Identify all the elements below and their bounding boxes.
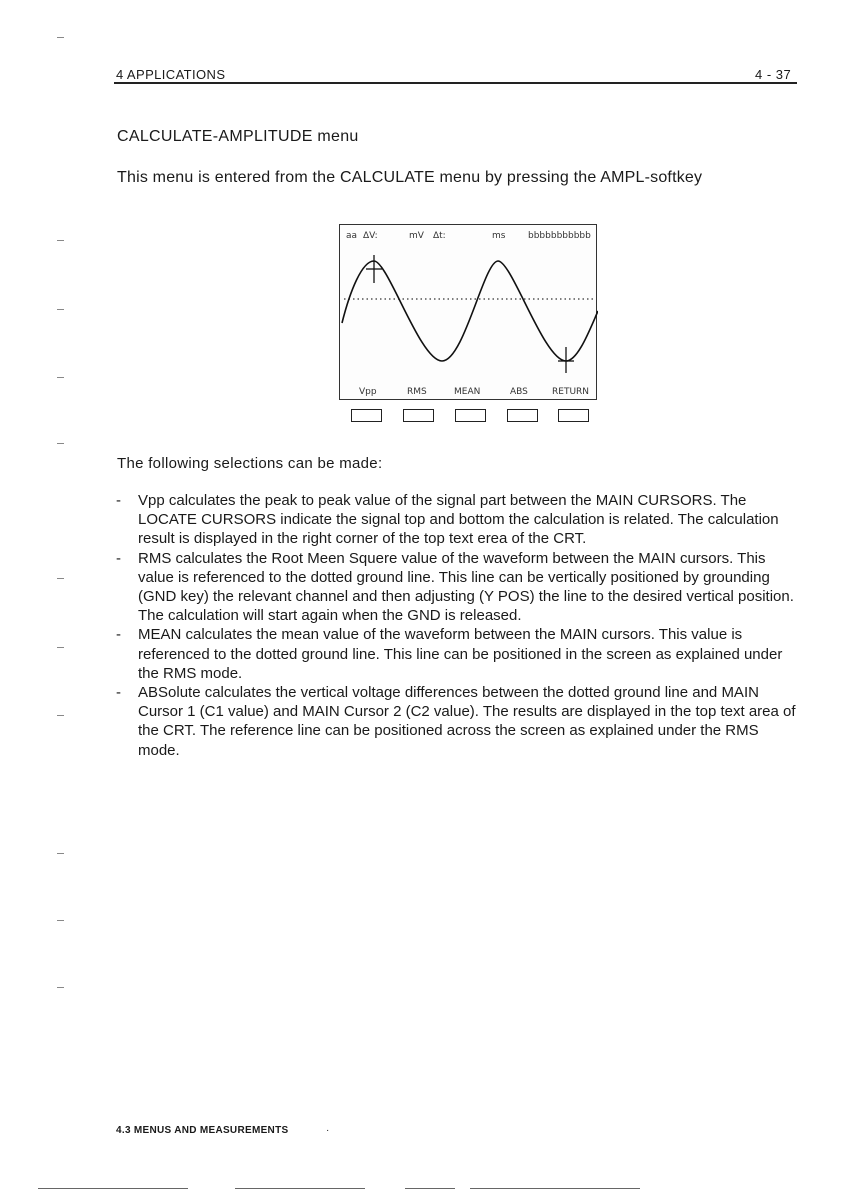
crt-delta-v-label: ΔV: (363, 231, 378, 241)
margin-mark (57, 578, 64, 579)
selections-intro: The following selections can be made: (117, 455, 383, 472)
waveform-plot (340, 225, 598, 401)
section-title: CALCULATE-AMPLITUDE menu (117, 128, 359, 145)
crt-softkey-label-rms: RMS (407, 387, 427, 397)
margin-mark (57, 853, 64, 854)
crt-channel-field: aa (346, 231, 358, 241)
crt-screen-figure (339, 224, 597, 400)
crt-delta-t-label: Δt: (433, 231, 446, 241)
crt-softkey-label-mean: MEAN (454, 387, 481, 397)
softkey-rms[interactable] (403, 409, 434, 422)
crt-softkey-label-return: RETURN (552, 387, 590, 397)
list-dash: - (116, 684, 121, 702)
list-item-mean (116, 625, 800, 683)
crt-ms-unit: ms (492, 231, 506, 241)
margin-mark (57, 647, 64, 648)
softkey-mean[interactable] (455, 409, 486, 422)
scan-artifact-line (38, 1188, 188, 1189)
locate-cursor-bottom (558, 347, 574, 373)
list-item-text: ABSolute calculates the vertical voltage differences between the dotted ground line and MAIN Cursor 1 (C1 value) and MAIN Cursor 2 (C2 value). The results are displayed in the top text area of the CRT. The reference line can be positioned across the screen as explained under the RMS mode. (138, 684, 796, 759)
margin-mark (57, 37, 64, 38)
scan-artifact-line (470, 1188, 640, 1189)
margin-mark (57, 987, 64, 988)
intro-paragraph: This menu is entered from the CALCULATE menu by pressing the AMPL-softkey (117, 169, 703, 186)
softkey-vpp[interactable] (351, 409, 382, 422)
scan-artifact-line (235, 1188, 365, 1189)
list-item-vpp (116, 491, 800, 549)
crt-result-field: bbbbbbbbbbb (528, 231, 591, 241)
margin-mark (57, 240, 64, 241)
list-dash: - (116, 626, 121, 644)
selection-list (116, 491, 800, 760)
margin-mark (57, 309, 64, 310)
sine-waveform (342, 261, 598, 361)
crt-softkey-label-abs: ABS (510, 387, 528, 397)
list-item-text: RMS calculates the Root Meen Squere value of the waveform between the MAIN cursors. This value is referenced to the dotted ground line. This line can be vertically positioned by grounding (GND key) the relevant channel and then adjusting (Y POS) the line to the desired vertical position. The calculation will start again when the GND is released. (138, 549, 794, 625)
crt-mv-unit: mV (409, 231, 424, 241)
list-dash: - (116, 492, 121, 509)
locate-cursor-top (366, 255, 382, 283)
list-item-rms (116, 549, 800, 626)
crt-softkey-label-vpp: Vpp (359, 387, 377, 397)
header-rule (114, 82, 797, 84)
page-number: 4 - 37 (755, 67, 792, 82)
scan-artifact-line (405, 1188, 455, 1189)
footer-section: 4.3 MENUS AND MEASUREMENTS (116, 1125, 289, 1136)
margin-mark (57, 715, 64, 716)
list-item-abs (116, 683, 800, 760)
margin-mark (57, 377, 64, 378)
list-dash: - (116, 549, 121, 567)
running-header-section: 4 APPLICATIONS (116, 67, 226, 82)
margin-mark (57, 443, 64, 444)
softkey-abs[interactable] (507, 409, 538, 422)
list-item-text: Vpp calculates the peak to peak value of the signal part between the MAIN CURSORS. The LOCATE CURSORS indicate the signal top and bottom the calculation is related. The calculation result is displayed in the right corner of the top text erea of the CRT. (138, 492, 779, 548)
softkey-return[interactable] (558, 409, 589, 422)
margin-mark (57, 920, 64, 921)
list-item-text: MEAN calculates the mean value of the waveform between the MAIN cursors. This value is referenced to the dotted ground line. This line can be positioned in the screen as explained under the RMS mode. (138, 626, 783, 682)
footer-mark: · (326, 1125, 330, 1136)
